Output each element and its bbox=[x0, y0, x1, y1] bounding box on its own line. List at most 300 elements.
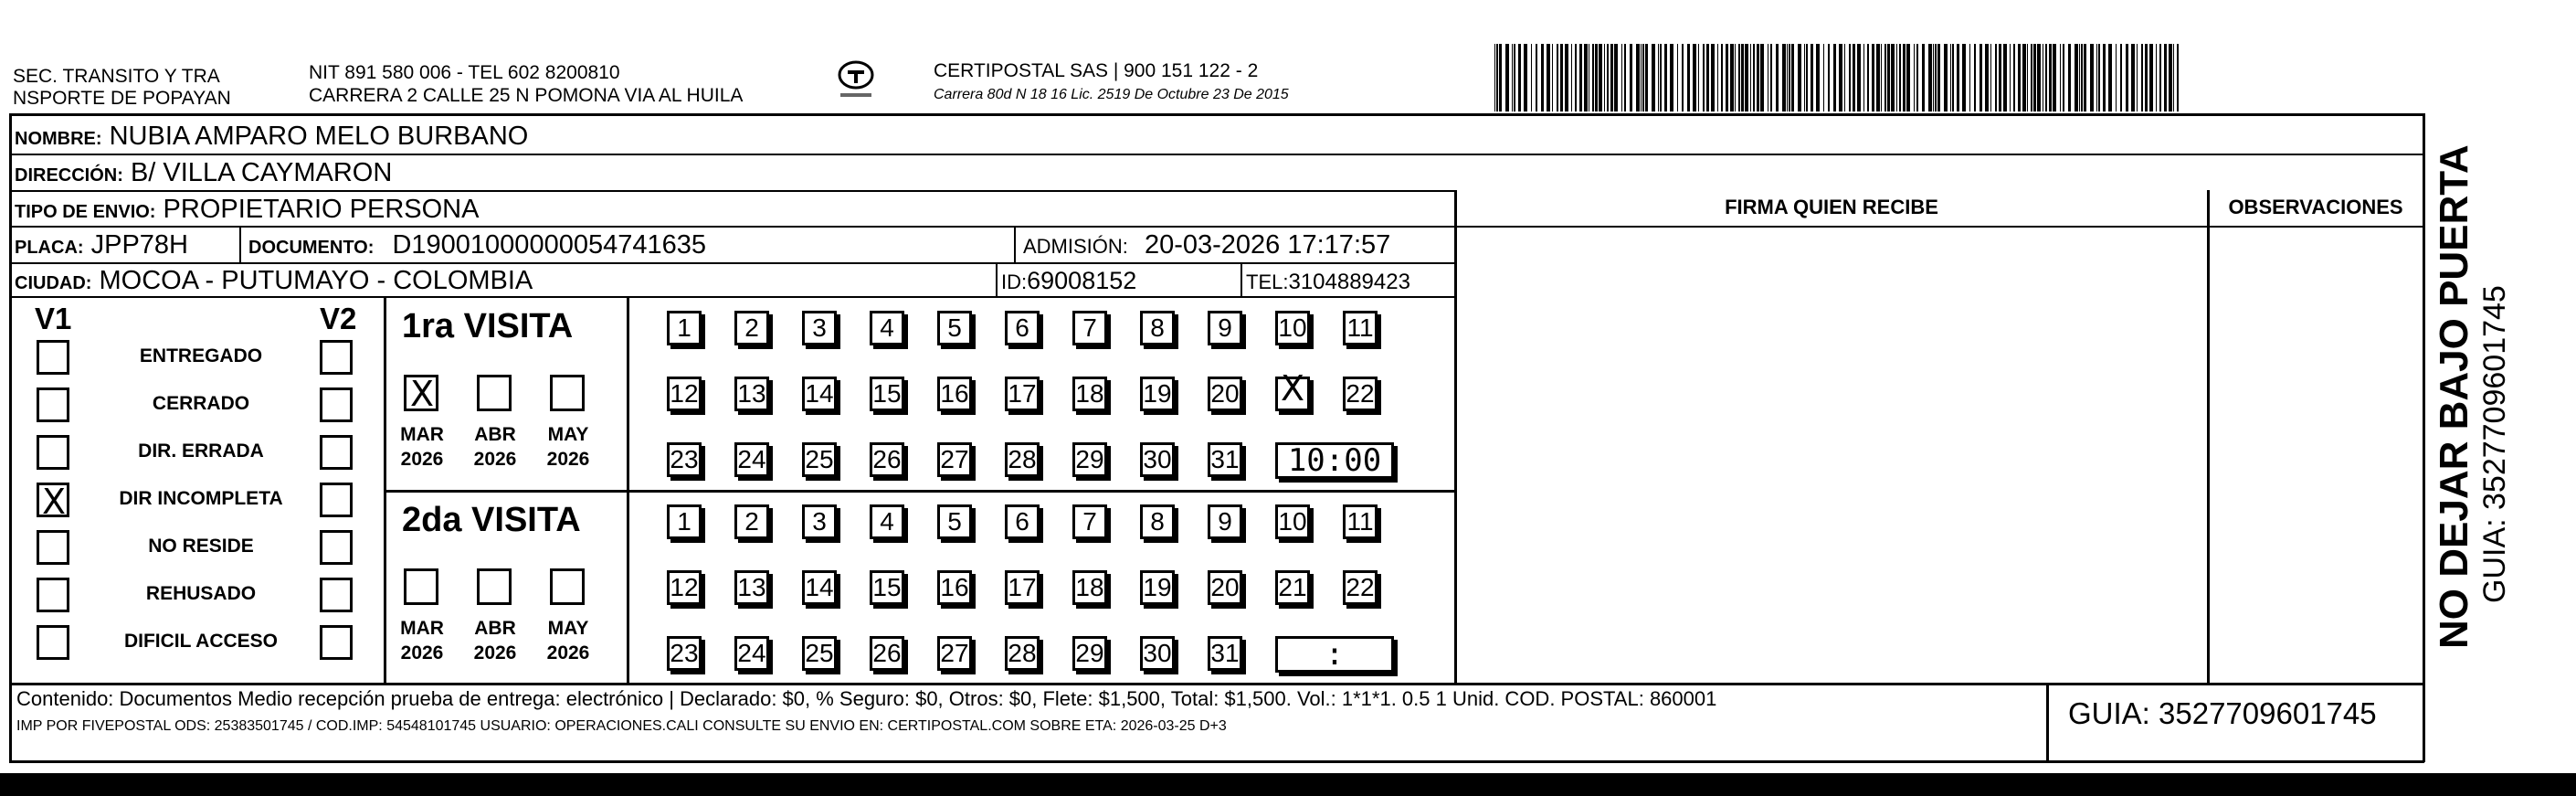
documento-label: DOCUMENTO: bbox=[248, 238, 375, 258]
barcode-bar bbox=[1857, 44, 1861, 111]
admision-label: ADMISIÓN: bbox=[1023, 235, 1128, 258]
day-box[interactable]: 1 bbox=[667, 311, 702, 345]
barcode-bar bbox=[2177, 44, 2179, 111]
barcode-bar bbox=[2027, 44, 2028, 111]
direccion-value: B/ VILLA CAYMARON bbox=[130, 158, 393, 187]
day-box[interactable]: 6 bbox=[1005, 311, 1040, 345]
documento-field bbox=[248, 229, 706, 263]
barcode-bar bbox=[1531, 44, 1532, 111]
month-name: MAR bbox=[400, 618, 444, 639]
barcode-bar bbox=[1881, 44, 1882, 111]
admision-value: 20-03-2026 17:17:57 bbox=[1144, 230, 1391, 260]
barcode-bar bbox=[1698, 44, 1699, 111]
ciudad-label: CIUDAD: bbox=[15, 273, 92, 293]
barcode-bar bbox=[2103, 44, 2106, 111]
barcode-bar bbox=[1738, 44, 1740, 111]
status-label: NO RESIDE bbox=[148, 536, 254, 557]
barcode-bar bbox=[2013, 44, 2015, 111]
tipo-label: TIPO DE ENVIO: bbox=[15, 202, 156, 222]
day-box[interactable]: 24 bbox=[734, 442, 769, 477]
barcode-bar bbox=[1806, 44, 1808, 111]
barcode-bar bbox=[2022, 44, 2026, 111]
month-label bbox=[533, 422, 603, 472]
day-box[interactable]: 15 bbox=[870, 570, 904, 605]
barcode-bar bbox=[1505, 44, 1509, 111]
tel-value: 3104889423 bbox=[1288, 270, 1410, 294]
barcode-bar bbox=[1839, 44, 1842, 111]
nombre-label: NOMBRE: bbox=[15, 129, 102, 149]
barcode-bar bbox=[1721, 44, 1723, 111]
barcode-bar bbox=[1706, 44, 1709, 111]
barcode-bar bbox=[1592, 44, 1594, 111]
month-name: MAR bbox=[400, 424, 444, 445]
barcode-bar bbox=[1642, 44, 1644, 111]
barcode-bar bbox=[1610, 44, 1613, 111]
barcode-bar bbox=[1844, 44, 1845, 111]
day-box[interactable]: 18 bbox=[1072, 377, 1107, 411]
barcode-bar bbox=[2079, 44, 2080, 111]
month-checkbox[interactable] bbox=[404, 568, 438, 605]
v2-checkbox[interactable] bbox=[320, 530, 353, 565]
barcode-bar bbox=[1636, 44, 1640, 111]
day-box[interactable]: 11 bbox=[1343, 311, 1378, 345]
barcode-bar bbox=[2159, 44, 2161, 111]
barcode-bar bbox=[2126, 44, 2128, 111]
month-label bbox=[460, 422, 530, 472]
month-checkbox[interactable] bbox=[477, 568, 512, 605]
barcode-bar bbox=[2116, 44, 2117, 111]
barcode-bar bbox=[1760, 44, 1764, 111]
day-box[interactable]: 27 bbox=[937, 636, 972, 671]
month-year: 2026 bbox=[546, 642, 590, 663]
barcode-bar bbox=[1776, 44, 1779, 111]
barcode-bar bbox=[2090, 44, 2094, 111]
day-box[interactable]: 29 bbox=[1072, 442, 1107, 477]
v2-checkbox[interactable] bbox=[320, 578, 353, 612]
month-year: 2026 bbox=[400, 642, 444, 663]
nombre-value: NUBIA AMPARO MELO BURBANO bbox=[109, 122, 529, 151]
v1-checkbox[interactable] bbox=[37, 387, 69, 422]
day-box[interactable]: 25 bbox=[802, 636, 837, 671]
direccion-field bbox=[15, 157, 392, 191]
day-box[interactable]: 16 bbox=[937, 570, 972, 605]
barcode-bar bbox=[1524, 44, 1527, 111]
barcode-bar bbox=[1579, 44, 1582, 111]
barcode-bar bbox=[1677, 44, 1678, 111]
barcode-bar bbox=[1782, 44, 1786, 111]
barcode-bar bbox=[2075, 44, 2078, 111]
barcode-bar bbox=[1980, 44, 1982, 111]
day-box[interactable]: 22 bbox=[1343, 570, 1378, 605]
day-box[interactable]: 2 bbox=[734, 311, 769, 345]
day-box[interactable]: 4 bbox=[870, 311, 904, 345]
frame-top bbox=[9, 113, 2424, 116]
barcode-bar bbox=[2084, 44, 2086, 111]
barcode-bar bbox=[1536, 44, 1537, 111]
status-label: CERRADO bbox=[152, 393, 250, 414]
barcode-bar bbox=[1557, 44, 1558, 111]
day-box[interactable]: 28 bbox=[1005, 442, 1040, 477]
barcode-bar bbox=[1962, 44, 1966, 111]
barcode-bar bbox=[1514, 44, 1515, 111]
day-box[interactable]: 10 bbox=[1275, 311, 1310, 345]
month-label bbox=[387, 616, 457, 665]
observaciones-header: OBSERVACIONES bbox=[2228, 196, 2403, 218]
barcode-bar bbox=[1565, 44, 1568, 111]
barcode-bar bbox=[2018, 44, 2021, 111]
day-box[interactable]: 23 bbox=[667, 636, 702, 671]
admision-field bbox=[1023, 229, 1390, 262]
day-box[interactable]: 16 bbox=[937, 377, 972, 411]
frame-bottom bbox=[9, 760, 2424, 763]
placa-value: JPP78H bbox=[90, 230, 188, 260]
v2-checkbox[interactable] bbox=[320, 435, 353, 470]
row-line-footer bbox=[9, 683, 2424, 685]
barcode-bar bbox=[2149, 44, 2153, 111]
barcode-bar bbox=[2003, 44, 2007, 111]
day-box[interactable]: 7 bbox=[1072, 504, 1107, 539]
barcode-bar bbox=[2031, 44, 2032, 111]
day-box[interactable]: 19 bbox=[1140, 570, 1175, 605]
barcode-bar bbox=[1496, 44, 1498, 111]
day-box[interactable]: 25 bbox=[802, 442, 837, 477]
barcode-bar bbox=[1757, 44, 1759, 111]
barcode-bar bbox=[2169, 44, 2172, 111]
barcode-bar bbox=[1711, 44, 1715, 111]
barcode-bar bbox=[1906, 44, 1910, 111]
barcode-bar bbox=[1560, 44, 1563, 111]
day-box[interactable]: 17 bbox=[1005, 570, 1040, 605]
barcode-bar bbox=[2060, 44, 2061, 111]
barcode-bar bbox=[1969, 44, 1970, 111]
day-box[interactable]: 9 bbox=[1208, 311, 1242, 345]
barcode-bar bbox=[2108, 44, 2112, 111]
barcode-bar bbox=[1937, 44, 1940, 111]
barcode-bar bbox=[1990, 44, 1991, 111]
barcode-bar bbox=[1658, 44, 1659, 111]
barcode-bar bbox=[1891, 44, 1895, 111]
day-box[interactable]: 3 bbox=[802, 311, 837, 345]
day-box[interactable]: 18 bbox=[1072, 570, 1107, 605]
barcode-bar bbox=[1804, 44, 1805, 111]
barcode-bar bbox=[1957, 44, 1959, 111]
day-box[interactable]: 5 bbox=[937, 504, 972, 539]
barcode-bar bbox=[1624, 44, 1626, 111]
v1-checkbox[interactable] bbox=[37, 435, 69, 470]
day-box[interactable]: 29 bbox=[1072, 636, 1107, 671]
nombre-field bbox=[15, 121, 528, 154]
side-guia: GUIA: 3527709601745 bbox=[2477, 285, 2512, 603]
v2-checkbox[interactable] bbox=[320, 483, 353, 517]
time-box[interactable]: : bbox=[1275, 636, 1394, 673]
month-checkbox[interactable] bbox=[404, 375, 438, 411]
day-box[interactable]: 26 bbox=[870, 636, 904, 671]
barcode-bar bbox=[1599, 44, 1602, 111]
col-divider-obs bbox=[2207, 190, 2210, 684]
barcode-bar bbox=[1741, 44, 1744, 111]
status-label: ENTREGADO bbox=[139, 345, 263, 366]
barcode-bar bbox=[1849, 44, 1851, 111]
barcode-bar bbox=[1703, 44, 1705, 111]
barcode-bar bbox=[1518, 44, 1521, 111]
barcode-bar bbox=[1884, 44, 1886, 111]
barcode-bar bbox=[2120, 44, 2122, 111]
visit-title: 2da VISITA bbox=[402, 501, 581, 539]
div-admision bbox=[1014, 226, 1016, 262]
v1-checkbox[interactable] bbox=[37, 483, 69, 517]
firma-header: FIRMA QUIEN RECIBE bbox=[1725, 196, 1938, 218]
placa-field bbox=[15, 229, 188, 263]
barcode-bar bbox=[1575, 44, 1577, 111]
day-box[interactable]: 23 bbox=[667, 442, 702, 477]
month-checkbox[interactable] bbox=[477, 375, 512, 411]
barcode-bar bbox=[2137, 44, 2138, 111]
side-warning: NO DEJAR BAJO PUERTA bbox=[2432, 144, 2476, 649]
row-line-4 bbox=[9, 262, 1456, 264]
barcode-bar bbox=[1670, 44, 1673, 111]
barcode-bar bbox=[1787, 44, 1788, 111]
day-box[interactable]: 30 bbox=[1140, 442, 1175, 477]
ciudad-value: MOCOA - PUTUMAYO - COLOMBIA bbox=[99, 266, 533, 295]
day-box[interactable]: 1 bbox=[667, 504, 702, 539]
id-value: 69008152 bbox=[1027, 267, 1137, 294]
barcode-bar bbox=[1903, 44, 1906, 111]
barcode-bar bbox=[1853, 44, 1855, 111]
day-box[interactable]: 19 bbox=[1140, 377, 1175, 411]
month-label bbox=[387, 422, 457, 472]
barcode-bar bbox=[2033, 44, 2036, 111]
barcode-bar bbox=[1798, 44, 1801, 111]
barcode-bar bbox=[2145, 44, 2148, 111]
day-box[interactable]: 4 bbox=[870, 504, 904, 539]
barcode-bar bbox=[2131, 44, 2135, 111]
day-box[interactable]: 10 bbox=[1275, 504, 1310, 539]
footer-contenido: Contenido: Documentos Medio recepción prueba de entrega: electrónico | Declarado: $0, % Seguro: $0, Otros: $0, Flete: $1,500, Total: $1,500. Vol.: 1*1*1. 0.5 1 Unid. COD. POSTAL: 860001 bbox=[16, 687, 1717, 710]
barcode-bar bbox=[1950, 44, 1951, 111]
barcode-bar bbox=[2081, 44, 2083, 111]
visit-divider bbox=[384, 490, 1456, 493]
day-box[interactable]: 5 bbox=[937, 311, 972, 345]
barcode-bar bbox=[1944, 44, 1948, 111]
day-box[interactable]: 27 bbox=[937, 442, 972, 477]
barcode-bar bbox=[1811, 44, 1813, 111]
barcode-bar bbox=[1652, 44, 1655, 111]
v1-header: V1 bbox=[35, 302, 72, 335]
v1-checkbox[interactable] bbox=[37, 625, 69, 660]
barcode-bar bbox=[1922, 44, 1925, 111]
barcode-bar bbox=[1641, 44, 1642, 111]
barcode-bar bbox=[1571, 44, 1572, 111]
barcode-bar bbox=[1872, 44, 1874, 111]
day-box[interactable] bbox=[1275, 377, 1310, 411]
tel-label: TEL: bbox=[1246, 271, 1289, 293]
courier-line-1: CERTIPOSTAL SAS | 900 151 122 - 2 bbox=[934, 60, 1259, 81]
barcode-bar bbox=[1999, 44, 2001, 111]
barcode-bar bbox=[1867, 44, 1869, 111]
day-box[interactable]: 9 bbox=[1208, 504, 1242, 539]
documento-value: D19001000000054741635 bbox=[392, 230, 706, 260]
day-box[interactable]: 12 bbox=[667, 377, 702, 411]
header-barcode bbox=[1494, 44, 2191, 111]
barcode-bar bbox=[1630, 44, 1632, 111]
barcode-bar bbox=[1828, 44, 1830, 111]
day-box[interactable]: 12 bbox=[667, 570, 702, 605]
barcode-bar bbox=[1730, 44, 1734, 111]
day-box[interactable]: 6 bbox=[1005, 504, 1040, 539]
barcode-bar bbox=[2063, 44, 2064, 111]
courier-line-2: Carrera 80d N 18 16 Lic. 2519 De Octubre 23 De 2015 bbox=[934, 87, 1289, 102]
barcode-bar bbox=[1614, 44, 1618, 111]
barcode-bar bbox=[2156, 44, 2157, 111]
barcode-bar bbox=[1791, 44, 1794, 111]
barcode-bar bbox=[1928, 44, 1932, 111]
ciudad-field bbox=[15, 265, 533, 299]
tipo-value: PROPIETARIO PERSONA bbox=[163, 195, 480, 224]
div-id bbox=[996, 262, 998, 296]
month-name: ABR bbox=[474, 618, 516, 639]
barcode-bar bbox=[2049, 44, 2052, 111]
frame-right bbox=[2423, 113, 2425, 762]
barcode-bar bbox=[1541, 44, 1544, 111]
barcode-bar bbox=[2164, 44, 2167, 111]
sender-line-2: NSPORTE DE POPAYAN bbox=[13, 88, 231, 109]
day-box[interactable]: 13 bbox=[734, 377, 769, 411]
tel-field bbox=[1246, 267, 1410, 298]
day-box[interactable]: 26 bbox=[870, 442, 904, 477]
day-box[interactable]: 14 bbox=[802, 570, 837, 605]
barcode-bar bbox=[1584, 44, 1588, 111]
month-name: MAY bbox=[547, 618, 589, 639]
day-box[interactable]: 11 bbox=[1343, 504, 1378, 539]
barcode-bar bbox=[1896, 44, 1897, 111]
barcode-bar bbox=[1899, 44, 1901, 111]
day-box[interactable]: 8 bbox=[1140, 311, 1175, 345]
barcode-bar bbox=[1995, 44, 1997, 111]
v1-checkbox[interactable] bbox=[37, 340, 69, 375]
footer-imp: IMP POR FIVEPOSTAL ODS: 25383501745 / COD.IMP: 54548101745 USUARIO: OPERACIONES.CALI CONSULTE SU ENVIO EN: CERTIPOSTAL.COM SOBRE ETA: 2026-03-25 D+3 bbox=[16, 718, 1227, 734]
v2-checkbox[interactable] bbox=[320, 340, 353, 375]
day-box[interactable]: 20 bbox=[1208, 377, 1242, 411]
barcode-bar bbox=[1753, 44, 1755, 111]
barcode-bar bbox=[1660, 44, 1662, 111]
barcode-bar bbox=[1933, 44, 1934, 111]
status-label: DIR. ERRADA bbox=[138, 440, 264, 462]
month-year: 2026 bbox=[473, 449, 517, 470]
barcode-bar bbox=[2037, 44, 2041, 111]
barcode-bar bbox=[1745, 44, 1748, 111]
barcode-bar bbox=[1682, 44, 1684, 111]
placa-label: PLACA: bbox=[15, 238, 84, 258]
guia-box-divider bbox=[2046, 683, 2049, 761]
day-box[interactable]: 21 bbox=[1275, 570, 1310, 605]
day-box[interactable]: 2 bbox=[734, 504, 769, 539]
month-year: 2026 bbox=[546, 449, 590, 470]
v1-checkbox[interactable] bbox=[37, 578, 69, 612]
barcode-bar bbox=[2098, 44, 2100, 111]
barcode-bar bbox=[1595, 44, 1598, 111]
div-tel bbox=[1240, 262, 1242, 296]
barcode-bar bbox=[1952, 44, 1954, 111]
barcode-bar bbox=[1687, 44, 1690, 111]
day-box[interactable]: 31 bbox=[1208, 442, 1242, 477]
day-box[interactable]: 30 bbox=[1140, 636, 1175, 671]
id-label: ID: bbox=[1001, 271, 1028, 293]
day-box[interactable]: 14 bbox=[802, 377, 837, 411]
status-label: DIFICIL ACCESO bbox=[123, 631, 278, 652]
barcode-bar bbox=[1750, 44, 1751, 111]
time-box[interactable]: 10:00 bbox=[1275, 442, 1394, 479]
v2-header: V2 bbox=[320, 302, 357, 335]
barcode-bar bbox=[2068, 44, 2071, 111]
frame-left bbox=[9, 113, 12, 762]
barcode-bar bbox=[1604, 44, 1605, 111]
barcode-bar bbox=[1974, 44, 1976, 111]
certipostal-logo-icon bbox=[833, 58, 879, 104]
day-box[interactable]: 17 bbox=[1005, 377, 1040, 411]
barcode-bar bbox=[2096, 44, 2097, 111]
barcode-bar bbox=[1552, 44, 1553, 111]
barcode-bar bbox=[1499, 44, 1502, 111]
barcode-bar bbox=[2053, 44, 2056, 111]
barcode-bar bbox=[1770, 44, 1772, 111]
day-box[interactable]: 28 bbox=[1005, 636, 1040, 671]
day-box[interactable]: 7 bbox=[1072, 311, 1107, 345]
day-box[interactable]: 3 bbox=[802, 504, 837, 539]
address-line: CARRERA 2 CALLE 25 N POMONA VIA AL HUILA bbox=[309, 85, 744, 106]
direccion-label: DIRECCIÓN: bbox=[15, 165, 123, 186]
day-box[interactable]: 15 bbox=[870, 377, 904, 411]
day-box[interactable]: 24 bbox=[734, 636, 769, 671]
month-name: ABR bbox=[474, 424, 516, 445]
day-box[interactable]: 22 bbox=[1343, 377, 1378, 411]
month-year: 2026 bbox=[473, 642, 517, 663]
bottom-bar bbox=[0, 773, 2576, 796]
month-checkbox[interactable] bbox=[550, 375, 585, 411]
v2-checkbox[interactable] bbox=[320, 387, 353, 422]
barcode-bar bbox=[1823, 44, 1824, 111]
visit-title: 1ra VISITA bbox=[402, 307, 574, 345]
barcode-bar bbox=[1547, 44, 1550, 111]
day-box[interactable]: 13 bbox=[734, 570, 769, 605]
tipo-field bbox=[15, 194, 479, 228]
barcode-bar bbox=[1789, 44, 1790, 111]
barcode-bar bbox=[1985, 44, 1989, 111]
col-divider-firma bbox=[1454, 190, 1457, 684]
barcode-bar bbox=[2045, 44, 2047, 111]
barcode-bar bbox=[1863, 44, 1864, 111]
month-label bbox=[460, 616, 530, 665]
day-box[interactable]: 31 bbox=[1208, 636, 1242, 671]
month-name: MAY bbox=[547, 424, 589, 445]
v1-checkbox[interactable] bbox=[37, 530, 69, 565]
day-box[interactable]: 8 bbox=[1140, 504, 1175, 539]
barcode-bar bbox=[1735, 44, 1736, 111]
status-label: REHUSADO bbox=[145, 583, 257, 604]
id-field bbox=[1001, 265, 1136, 298]
barcode-bar bbox=[1664, 44, 1667, 111]
status-label: DIR INCOMPLETA bbox=[119, 488, 283, 509]
day-box[interactable]: 20 bbox=[1208, 570, 1242, 605]
v2-checkbox[interactable] bbox=[320, 625, 353, 660]
barcode-bar bbox=[1621, 44, 1622, 111]
month-checkbox[interactable] bbox=[550, 568, 585, 605]
footer-guia: GUIA: 3527709601745 bbox=[2068, 696, 2377, 730]
barcode-bar bbox=[1717, 44, 1718, 111]
sender-line-1: SEC. TRANSITO Y TRA bbox=[13, 66, 220, 87]
barcode-bar bbox=[1916, 44, 1918, 111]
barcode-bar bbox=[1887, 44, 1890, 111]
barcode-bar bbox=[1876, 44, 1880, 111]
